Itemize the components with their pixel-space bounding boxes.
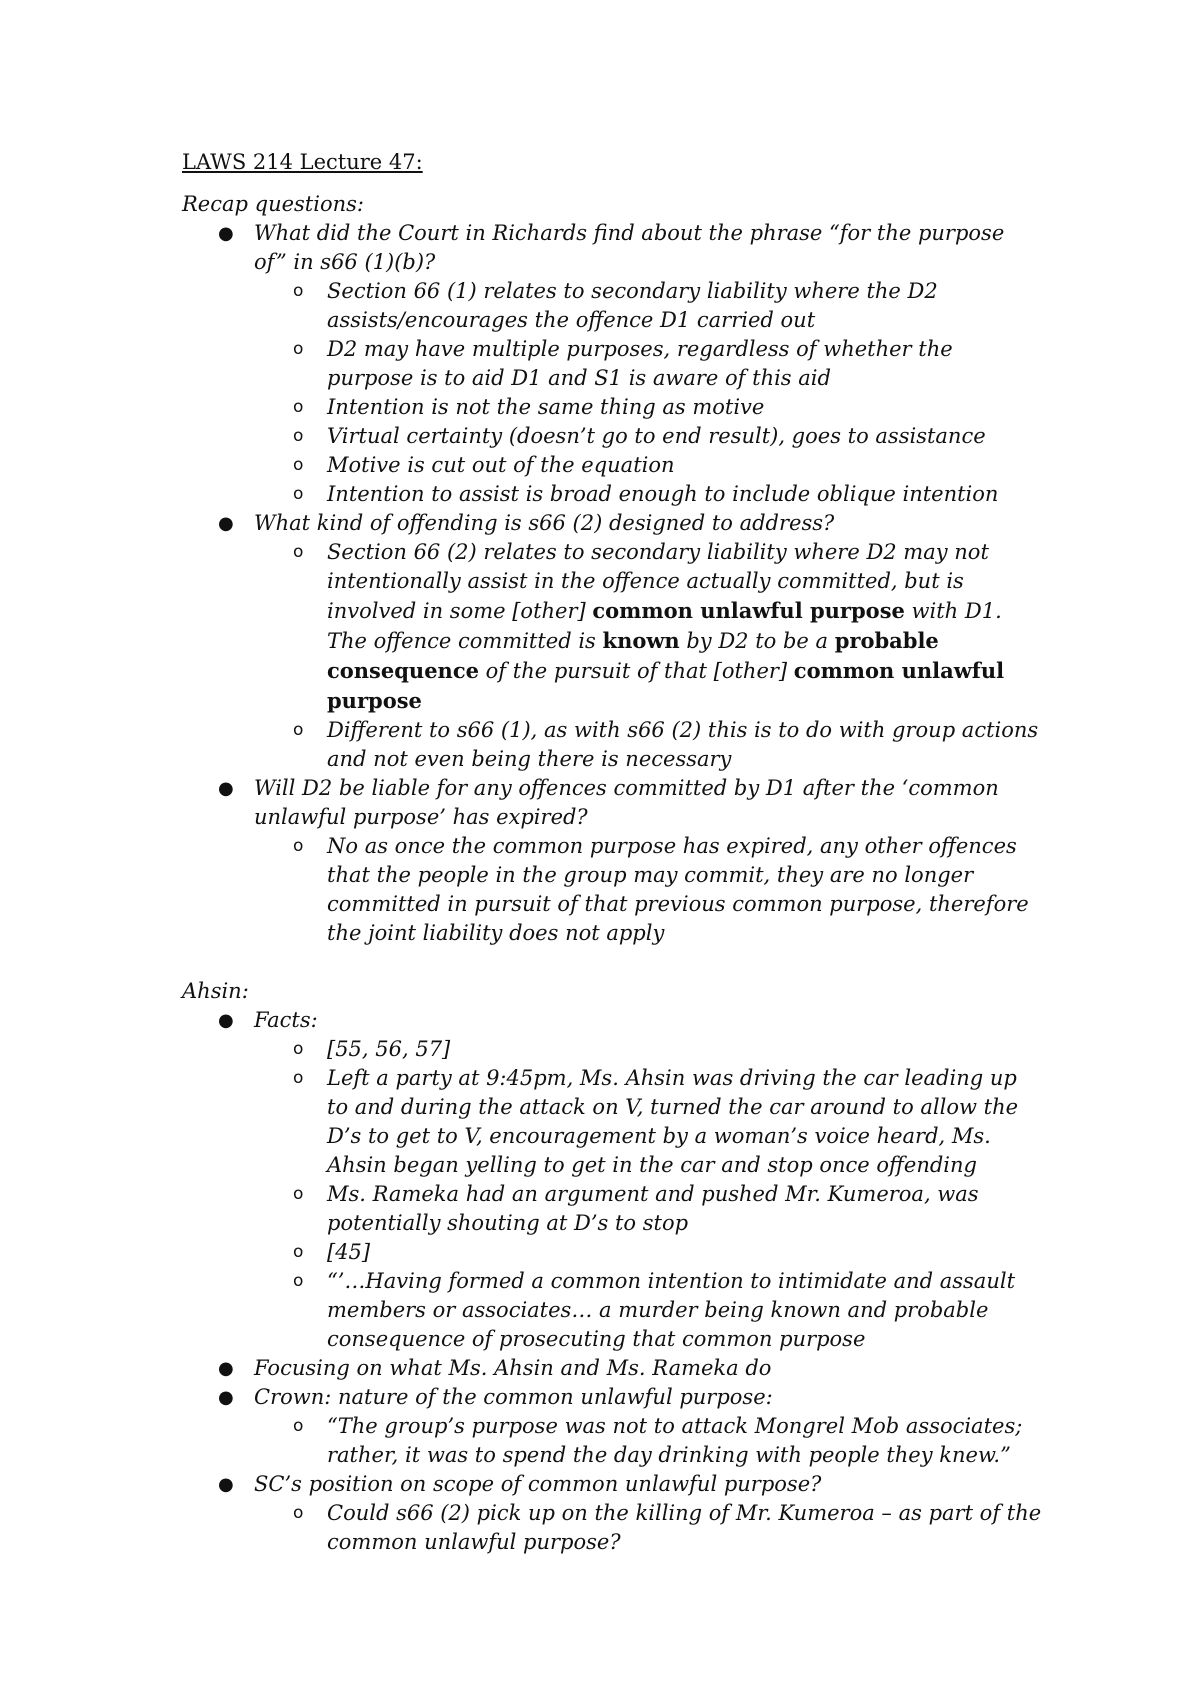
bullet-list [182,1006,1042,1557]
text-run: with D1. The offence committed is [327,599,1002,653]
sub-bullet-icon: o [293,484,304,504]
sub-bullet-icon: o [293,1068,304,1088]
bullet-icon: ● [218,778,234,799]
list-item [182,1006,1042,1035]
sub-list-item [182,277,1042,335]
list-item-text: What did the Court in Richards find about the phrase “for the purpose of” in s66 (1)(b)? [254,221,1005,274]
section-heading: Recap questions: [182,192,364,216]
sub-list-item-text: Different to s66 (1), as with s66 (2) this is to do with group actions and not even being there is necessary [327,718,1039,771]
sub-list-item-text: Intention to assist is broad enough to include oblique intention [327,482,999,506]
sub-list-item [182,451,1042,480]
list-item-text: Will D2 be liable for any offences committed by D1 after the ‘common unlawful purpose’ has expired? [254,776,999,829]
list-item-text: Crown: nature of the common unlawful purpose: [254,1385,773,1409]
sub-list-item-text: [45] [327,1240,371,1264]
bullet-list [182,219,1042,948]
sub-list-item-text: “The group’s purpose was not to attack Mongrel Mob associates; rather, it was to spend the day drinking with people they knew.” [327,1414,1023,1467]
sub-list-item [182,1180,1042,1238]
section-recap [182,190,1042,948]
sub-list-item [182,1035,1042,1064]
sub-list-item-text: Motive is cut out of the equation [327,453,675,477]
sub-list-item-text: Virtual certainty (doesn’t go to end result), goes to assistance [327,424,986,448]
sub-list-item [182,335,1042,393]
sub-bullet-icon: o [293,339,304,359]
sub-bullet-icon: o [293,1039,304,1059]
sub-bullet-icon: o [293,542,304,562]
list-item [182,219,1042,277]
text-run: by D2 to be a [679,629,835,653]
sub-bullet-icon: o [293,281,304,301]
sub-list-item-text: Section 66 (1) relates to secondary liability where the D2 assists/encourages the offence D1 carried out [327,279,938,332]
sub-list-item [182,538,1042,716]
bullet-icon: ● [218,223,234,244]
section-ahsin [182,977,1042,1557]
sub-list-item-text: Could s66 (2) pick up on the killing of Mr. Kumeroa – as part of the common unlawful purpose? [327,1501,1042,1554]
sub-bullet-icon: o [293,397,304,417]
sub-bullet-icon: o [293,1242,304,1262]
bullet-icon: ● [218,1474,234,1495]
sub-bullet-icon: o [293,1503,304,1523]
sub-list-item [182,1412,1042,1470]
list-item-text: Focusing on what Ms. Ahsin and Ms. Rameka do [254,1356,772,1380]
section-heading: Ahsin: [182,979,249,1003]
list-item-text: SC’s position on scope of common unlawful purpose? [254,1472,822,1496]
text-run: Section 66 (2) relates to secondary liability where D2 may not intentionally assist in the offence actually committed, but is involved in some [other] [327,540,989,623]
document-title: LAWS 214 Lecture 47: [182,150,423,174]
bold-text-run: common unlawful purpose [592,598,905,623]
bullet-icon: ● [218,1010,234,1031]
bold-text-run: known [602,628,680,653]
sub-list-item [182,716,1042,774]
sub-list-item [182,422,1042,451]
sub-list-item-text: “’…Having formed a common intention to intimidate and assault members or associates… a murder being known and probable consequence of prosecuting that common purpose [327,1269,1016,1351]
bullet-icon: ● [218,1387,234,1408]
sub-list-item [182,393,1042,422]
spacer [182,948,1042,977]
sub-list-item-text: No as once the common purpose has expired, any other offences that the people in the group may commit, they are no longer committed in pursuit of that previous common purpose, therefore the joint liability does not apply [327,834,1029,945]
sub-bullet-icon: o [293,1184,304,1204]
rich-text [327,540,1004,713]
list-item [182,774,1042,832]
sub-list-item [182,1267,1042,1354]
sub-bullet-icon: o [293,1271,304,1291]
sub-list-item [182,832,1042,948]
sub-bullet-icon: o [293,426,304,446]
sub-list-item [182,1238,1042,1267]
text-run: of the pursuit of that [other] [478,659,794,683]
bold-text-run: probable consequence [327,628,939,683]
sub-bullet-icon: o [293,455,304,475]
list-item [182,1354,1042,1383]
bullet-icon: ● [218,1358,234,1379]
sub-list-item-text: [55, 56, 57] [327,1037,451,1061]
sub-bullet-icon: o [293,1416,304,1436]
bold-text-run: common unlawful purpose [327,658,1005,713]
sub-list-item-text: Left a party at 9:45pm, Ms. Ahsin was driving the car leading up to and during the attack on V, turned the car around to allow the D’s to get to V, encouragement by a woman’s voice heard, Ms. Ahsin began yelling to get in the car and stop once offending [327,1066,1019,1177]
sub-list-item-text: Intention is not the same thing as motive [327,395,765,419]
list-item [182,509,1042,538]
list-item [182,1383,1042,1412]
sub-bullet-icon: o [293,836,304,856]
document-page [182,148,1042,1557]
list-item [182,1470,1042,1499]
sub-list-item [182,1064,1042,1180]
sub-list-item [182,1499,1042,1557]
list-item-text: What kind of offending is s66 (2) designed to address? [254,511,835,535]
sub-list-item [182,480,1042,509]
sub-list-item-text: D2 may have multiple purposes, regardless of whether the purpose is to aid D1 and S1 is aware of this aid [327,337,953,390]
bullet-icon: ● [218,513,234,534]
sub-bullet-icon: o [293,720,304,740]
sub-list-item-text: Ms. Rameka had an argument and pushed Mr. Kumeroa, was potentially shouting at D’s to stop [327,1182,979,1235]
list-item-text: Facts: [254,1008,318,1032]
